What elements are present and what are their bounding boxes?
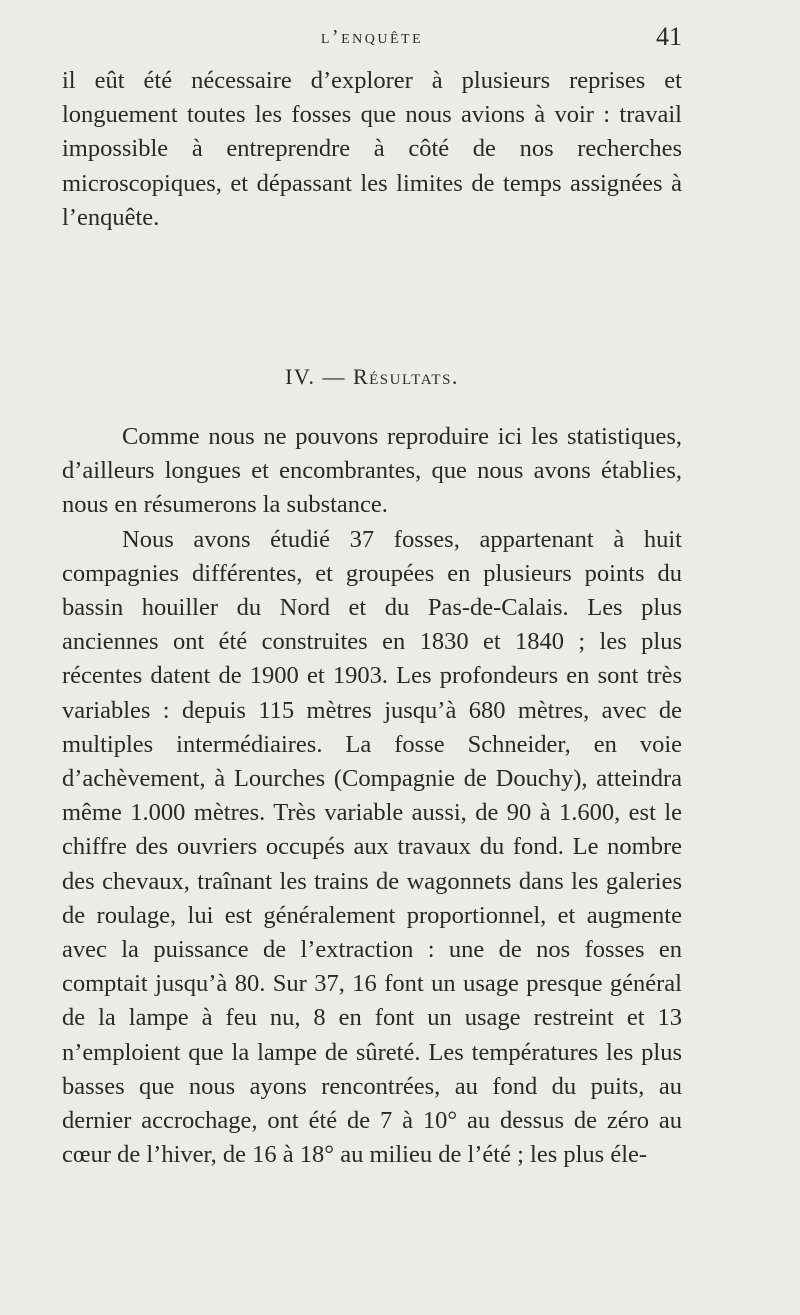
running-title: l’enquête xyxy=(320,26,424,48)
paragraph: il eût été nécessaire d’explorer à plusieurs reprises et longuement toutes les fosses que nous avions à voir : travail impossible à entreprendre à côté de nos recherches microscopiques, et dépassant les limites de temps assignées à l’enquête. xyxy=(62,67,682,231)
body-text-main xyxy=(62,420,682,1172)
page-number: 41 xyxy=(656,22,682,51)
section-heading: IV. — Résultats. xyxy=(285,364,459,389)
running-head xyxy=(62,20,682,56)
paragraph: Comme nous ne pouvons reproduire ici les statistiques, d’ailleurs longues et encombrantes, que nous avons établies, nous en résumerons la substance. xyxy=(62,423,682,519)
body-text-top xyxy=(62,64,682,235)
paragraph: Nous avons étudié 37 fosses, appartenant à huit compagnies différentes, et groupées en plusieurs points du bassin houiller du Nord et du Pas-de-Calais. Les plus anciennes ont été construites en 1830 et 1840 ; les plus récentes datent de 1900 et 1903. Les profondeurs en sont très variables : depuis 115 mètres jusqu’à 680 mètres, avec de multiples intermédiaires. La fosse Schneider, en voie d’achèvement, à Lourches (Compagnie de Douchy), atteindra même 1.000 mètres. Très variable aussi, de 90 à 1.600, est le chiffre des ouvriers occupés aux travaux du fond. Le nombre des chevaux, traînant les trains de wagonnets dans les galeries de roulage, lui est généralement proportionnel, et augmente avec la puissance de l’extraction : une de nos fosses en comptait jusqu’à 80. Sur 37, 16 font un usage presque général de la lampe à feu nu, 8 en font un usage restreint et 13 n’emploient que la lampe de sûreté. Les températures les plus basses que nous ayons rencontrées, au fond du puits, au dernier accrochage, ont été de 7 à 10° au dessus de zéro au cœur de l’hiver, de 16 à 18° au milieu de l’été ; les plus éle- xyxy=(62,525,682,1169)
